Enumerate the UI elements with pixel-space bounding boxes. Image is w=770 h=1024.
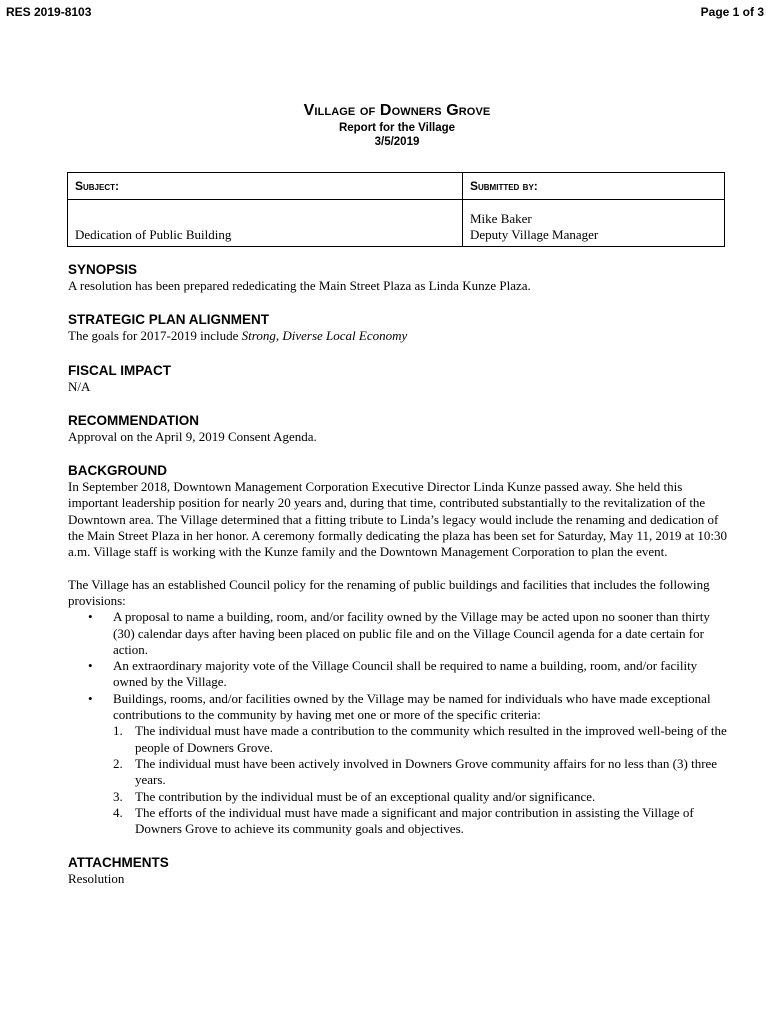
document-date: 3/5/2019 [374,136,420,148]
criteria-number: 1. [113,723,123,739]
criteria-text: The contribution by the individual must be of an exceptional quality and/or significance. [135,788,596,804]
list-item [113,723,728,756]
strategic-goal-emphasis: Strong, Diverse Local Economy [241,328,408,344]
criteria-number: 3. [113,788,123,804]
list-item [113,789,728,805]
background-heading: BACKGROUND [68,463,167,479]
criteria-number: 2. [113,755,123,771]
list-item [113,756,728,789]
background-paragraph-1: In September 2018, Downtown Management Corporation Executive Director Linda Kunze passed away. She held this important leadership position for nearly 20 years and, during that time, contributed substantially to the revitalization of the Downtown area. The Village determined that a fitting tribute to Linda’s legacy would include the renaming and dedication of the Main Street Plaza in her honor. A ceremony formally dedicating the plaza has been set for Saturday, May 11, 2019 at 10:30 a.m. Village staff is working with the Kunze family and the Downtown Management Corporation to plan the event. [68,479,727,560]
report-body [68,262,728,906]
subject-table-body-row [68,200,725,247]
recommendation-text: Approval on the April 9, 2019 Consent Agenda. [68,428,317,444]
list-item [68,691,728,838]
policy-provisions-list [68,609,728,837]
provision-text: A proposal to name a building, room, and/or facility owned by the Village may be acted upon no sooner than thirty (30) calendar days after having been placed on public file and on the Village Council agenda for a date certain for action. [113,609,710,657]
criteria-text: The efforts of the individual must have made a significant and major contribution in assisting the Village of Downers Grove to achieve its community goals and objectives. [135,804,694,837]
submitter-name: Mike Baker [470,211,532,226]
criteria-text: The individual must have made a contribution to the community which resulted in the improved well-being of the people of Downers Grove. [135,723,727,755]
criteria-list [113,723,728,837]
subject-value: Dedication of Public Building [68,200,463,247]
bullet-icon: • [88,690,93,706]
title-block [0,102,770,148]
submitter-title: Deputy Village Manager [470,227,599,242]
subject-label: Subject: [68,173,463,200]
synopsis-text: A resolution has been prepared rededicating the Main Street Plaza as Linda Kunze Plaza. [68,278,531,293]
subject-table-header-row [68,173,725,200]
document-subtitle: Report for the Village [338,122,456,134]
subject-table [67,172,725,247]
fiscal-heading: FISCAL IMPACT [68,362,171,378]
attachments-heading: ATTACHMENTS [68,855,169,871]
document-title: Village of Downers Grove [303,102,491,119]
submitter-cell [463,200,725,247]
bullet-icon: • [88,609,93,625]
strategic-text [68,328,728,344]
criteria-number: 4. [113,804,123,820]
recommendation-heading: RECOMMENDATION [68,412,199,428]
attachments-text: Resolution [68,871,125,887]
provision-text: Buildings, rooms, and/or facilities owned by the Village may be named for individuals who have made exceptional contributions to the community by having met one or more of the specific criteria: [113,690,711,723]
fiscal-text: N/A [68,378,91,394]
list-item [113,805,728,838]
list-item [68,609,728,658]
page-indicator: Page 1 of 3 [700,5,764,19]
attachments-section [68,855,728,887]
synopsis-heading: SYNOPSIS [68,262,138,277]
bullet-icon: • [88,658,93,674]
strategic-text-prefix: The goals for 2017-2019 include [68,328,242,344]
provision-text: An extraordinary majority vote of the Village Council shall be required to name a building, room, and/or facility owned by the Village. [113,658,698,690]
list-item [68,658,728,691]
criteria-text: The individual must have been actively involved in Downers Grove community affairs for no less than (3) three years. [135,755,718,788]
submitted-by-label: Submitted by: [463,173,725,200]
strategic-heading: STRATEGIC PLAN ALIGNMENT [68,312,269,328]
resolution-number: RES 2019-8103 [6,5,92,19]
background-paragraph-2: The Village has an established Council policy for the renaming of public buildings and facilities that includes the following provisions: [68,576,710,608]
